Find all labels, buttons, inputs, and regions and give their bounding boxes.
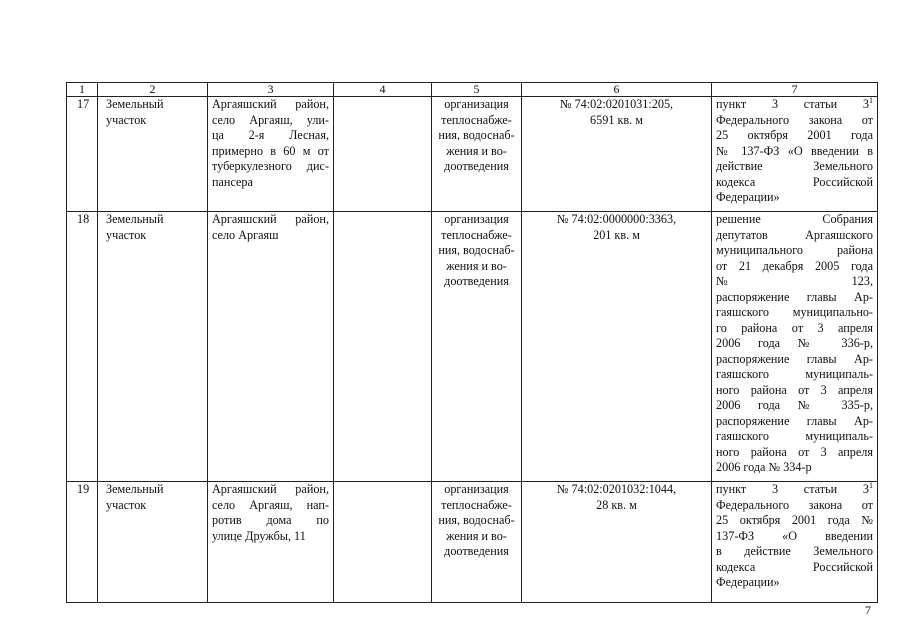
purpose-cell [432,482,522,603]
cell-line: туберкулезного дис- [212,159,329,173]
cell-line: 2006 года № 334-р [716,460,812,474]
table-row [67,212,878,482]
cell-line: № 74:02:0201031:205, [559,97,674,111]
cell-line: 137-ФЗ «О введении [716,528,873,543]
purpose-cell [432,212,522,482]
cell-line: доотведения [444,544,509,558]
cell-line: решение Собрания [716,212,873,226]
cell-line: 6591 кв. м [590,112,643,127]
header-cell: 4 [334,83,432,97]
cell-line: доотведения [444,274,509,288]
cell-line: Земельный [106,482,164,496]
row-number: 18 [77,212,90,226]
cell-line: Федерального закона от [716,112,873,127]
cell-line: ца 2-я Лесная, [212,128,329,142]
cell-line: № 74:02:0000000:3363, [556,212,677,226]
legal-basis-cell [712,482,878,603]
cell-line: Федерации» [716,190,780,204]
header-cell: 6 [522,83,712,97]
cell-line: 25 октября 2001 года № [716,513,873,527]
cell-line: жения и во- [446,258,507,273]
header-cell: 1 [67,83,98,97]
object-type-cell [98,97,208,212]
cadastral-cell [522,212,712,482]
header-cell: 2 [98,83,208,97]
location-cell [208,212,334,482]
header-cell: 3 [208,83,334,97]
cell-line: муниципального района [716,243,873,257]
cell-line: Аргаяшский район, [212,212,329,226]
table-row [67,97,878,212]
cell-line: организация [444,212,509,226]
cell-line: Аргаяшский район, [212,482,329,496]
row-number: 17 [77,97,90,111]
cell-line: № 123, [716,274,873,288]
cell-line: действие Земельного [716,159,873,173]
cell-line: распоряжение главы Ар- [716,289,873,304]
cell-line: ния, водоснаб- [438,128,515,142]
cell-line: Федерального закона от [716,497,873,512]
cell-line: ного района от 3 апреля [716,382,873,397]
cell-line: распоряжение главы Ар- [716,413,873,428]
row-number-cell [67,212,98,482]
cell-line: го района от 3 апреля [716,320,873,335]
header-cell: 5 [432,83,522,97]
cell-line: теплоснабже- [441,497,512,512]
cell-line: теплоснабже- [441,112,512,127]
cadastral-cell [522,482,712,603]
column-4-cell [334,97,432,212]
cell-line: 28 кв. м [596,497,637,512]
cell-line: доотведения [444,159,509,173]
page-number: 7 [865,603,871,617]
purpose-cell [432,97,522,212]
cell-line: Федерации» [716,575,780,589]
table-row [67,482,878,603]
cell-line: участок [106,227,147,242]
row-number-cell [67,482,98,603]
cell-line: организация [444,482,509,496]
cell-line: ротив дома по [212,513,329,527]
legal-basis-cell [712,212,878,482]
cell-line: примерно в 60 м от [212,143,329,158]
cell-line: участок [106,112,147,127]
location-cell [208,97,334,212]
location-cell [208,482,334,603]
cell-line: пункт 3 статьи $3^1$ [716,481,873,496]
header-cell: 7 [712,83,878,97]
table-header-row [67,83,878,97]
cell-line: ния, водоснаб- [438,243,515,257]
cell-line: кодекса Российской [716,559,873,574]
cell-line: участок [106,497,147,512]
cell-line: село Аргаяш, нап- [212,497,329,512]
cell-line: депутатов Аргаяшского [716,227,873,242]
cell-line: улице Дружбы, 11 [212,528,306,543]
cell-line: Аргаяшский район, [212,97,329,111]
cell-line: ного района от 3 апреля [716,444,873,459]
cell-line: № 137-ФЗ «О введении в [716,143,873,158]
cell-line: распоряжение главы Ар- [716,351,873,366]
cell-line: пункт 3 статьи $3^1$ [716,96,873,111]
legal-basis-cell [712,97,878,212]
column-4-cell [334,482,432,603]
cell-line: жения и во- [446,528,507,543]
cell-line: Земельный [106,97,164,111]
cell-line: в действие Земельного [716,544,873,558]
object-type-cell [98,482,208,603]
object-type-cell [98,212,208,482]
cell-line: кодекса Российской [716,174,873,189]
cell-line: пансера [212,174,253,189]
row-number: 19 [77,482,90,496]
footnote-marker: 1 [869,481,873,490]
cell-line: село Аргаяш [212,227,279,242]
column-4-cell [334,212,432,482]
cell-line: 201 кв. м [593,227,640,242]
cell-line: 25 октября 2001 года [716,128,873,142]
cell-line: организация [444,97,509,111]
cell-line: № 74:02:0201032:1044, [556,482,677,496]
cell-line: 2006 года № 335-р, [716,398,873,412]
cell-line: от 21 декабря 2005 года [716,258,873,273]
cell-line: гаяшского муниципаль- [716,429,873,443]
cadastral-cell [522,97,712,212]
cell-line: Земельный [106,212,164,226]
land-plots-table [66,82,878,603]
cell-line: село Аргаяш, ули- [212,112,329,127]
cell-line: теплоснабже- [441,227,512,242]
cell-line: гаяшского муниципаль- [716,367,873,381]
row-number-cell [67,97,98,212]
cell-line: 2006 года № 336-р, [716,336,873,350]
footnote-marker: 1 [869,96,873,105]
cell-line: жения и во- [446,143,507,158]
cell-line: ния, водоснаб- [438,513,515,527]
cell-line: гаяшского муниципально- [716,305,873,319]
